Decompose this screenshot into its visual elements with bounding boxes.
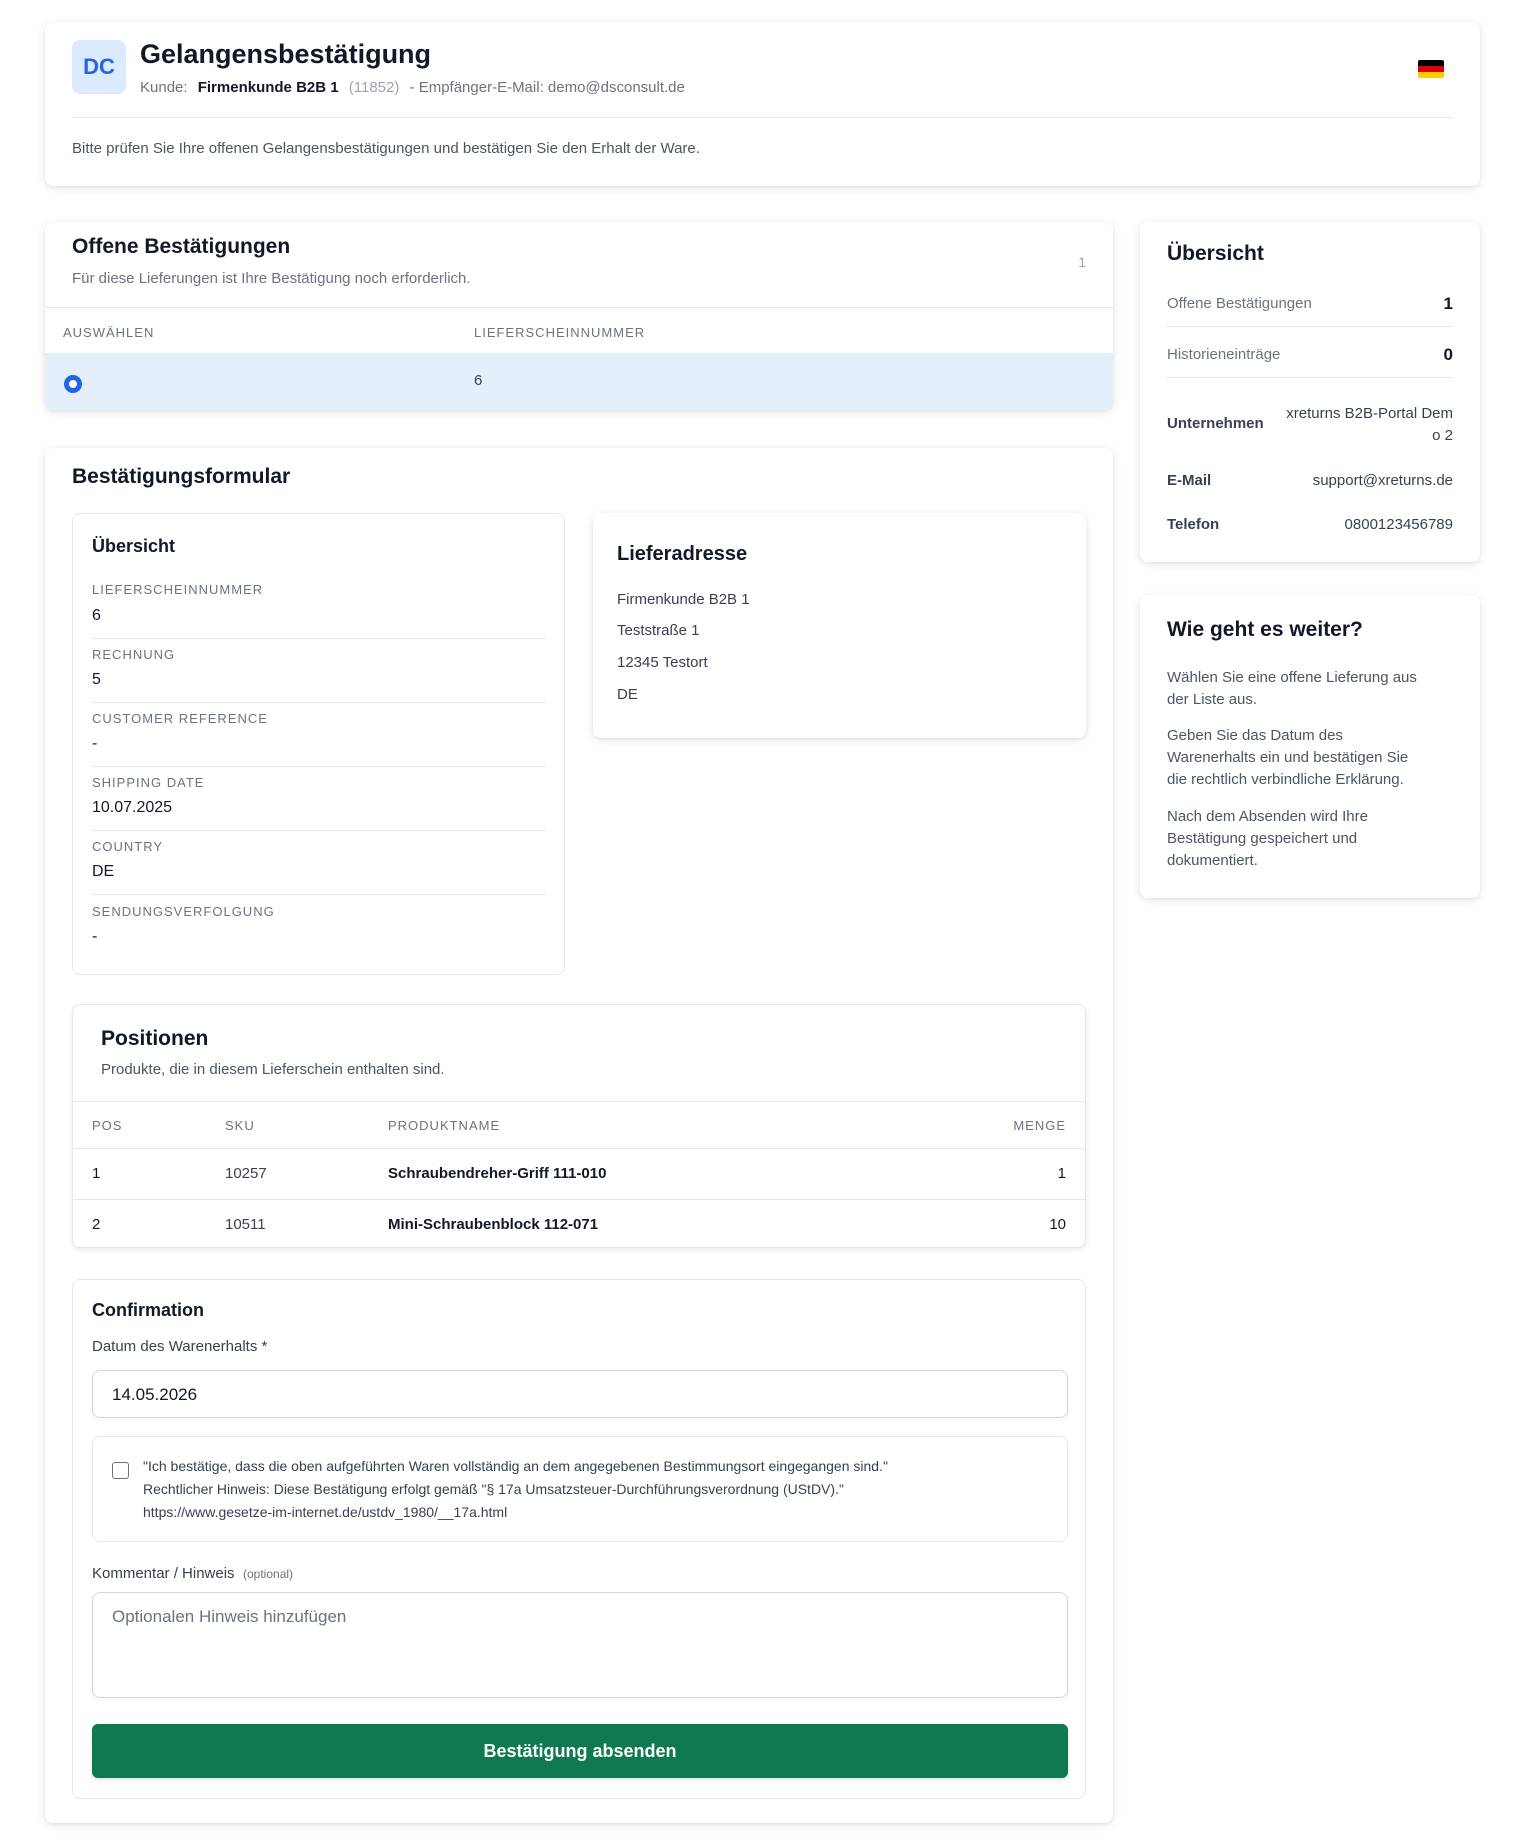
- company-label: Unternehmen: [1167, 415, 1264, 432]
- field-value: DE: [92, 863, 115, 880]
- field-divider: [92, 638, 545, 639]
- next-steps-card: [1140, 595, 1480, 898]
- next-steps-title: Wie geht es weiter?: [1167, 618, 1363, 641]
- next-step-line: der Liste aus.: [1167, 691, 1258, 708]
- header-card: [45, 22, 1480, 186]
- next-step-line: die rechtlich verbindliche Erklärung.: [1167, 771, 1404, 788]
- field-label: CUSTOMER REFERENCE: [92, 711, 268, 726]
- positions-card: [72, 1004, 1086, 1248]
- product-name-cell: Schraubendreher-Griff 111-010: [388, 1165, 607, 1182]
- sidebar-overview-title: Übersicht: [1167, 242, 1264, 265]
- recipient-email: - Empfänger-E-Mail: demo@dsconsult.de: [409, 79, 685, 96]
- column-header-quantity: MENGE: [1013, 1118, 1066, 1133]
- quantity-cell: 1: [1057, 1165, 1066, 1182]
- address-line: Firmenkunde B2B 1: [617, 591, 750, 608]
- email-value[interactable]: support@xreturns.de: [1312, 472, 1453, 489]
- sidebar-overview-card: [1140, 222, 1480, 562]
- legal-link[interactable]: https://www.gesetze-im-internet.de/ustdv_1980/__17a.html: [143, 1504, 508, 1520]
- field-label: SHIPPING DATE: [92, 775, 205, 790]
- summary-card: [72, 513, 565, 975]
- address-line: Teststraße 1: [617, 622, 700, 639]
- open-confirmations-title: Offene Bestätigungen: [72, 235, 291, 258]
- email-label: E-Mail: [1167, 472, 1212, 489]
- column-header-delivery-number: LIEFERSCHEINNUMMER: [474, 325, 646, 340]
- history-label: Historieneinträge: [1167, 346, 1281, 363]
- field-divider: [92, 894, 545, 895]
- comment-label-line: [92, 1565, 293, 1583]
- table-row[interactable]: [45, 353, 1113, 410]
- table-divider: [45, 307, 1113, 308]
- field-divider: [92, 702, 545, 703]
- submit-button[interactable]: Bestätigung absenden: [92, 1724, 1068, 1778]
- phone-label: Telefon: [1167, 516, 1220, 533]
- confirmation-form-card: [45, 448, 1113, 1823]
- delivery-number-cell: 6: [474, 372, 483, 389]
- pos-cell: 2: [92, 1216, 101, 1233]
- field-label: COUNTRY: [92, 839, 164, 854]
- address-line: DE: [617, 686, 638, 703]
- next-step-text: [1167, 667, 1417, 711]
- column-header-sku: SKU: [225, 1118, 255, 1133]
- field-divider: [92, 766, 545, 767]
- field-value: 6: [92, 607, 101, 624]
- confirmation-card: [72, 1279, 1086, 1799]
- comment-label: Kommentar / Hinweis: [92, 1565, 235, 1582]
- next-step-line: Warenerhalts ein und bestätigen Sie: [1167, 749, 1409, 766]
- pos-cell: 1: [92, 1165, 101, 1182]
- legal-confirmation-box: [92, 1436, 1068, 1542]
- positions-subtitle: Produkte, die in diesem Lieferschein enthalten sind.: [101, 1061, 445, 1078]
- address-title: Lieferadresse: [617, 543, 748, 565]
- open-confirmations-card: [45, 222, 1113, 410]
- sku-cell: 10257: [225, 1165, 267, 1182]
- address-card: [593, 513, 1086, 738]
- column-header-pos: POS: [92, 1118, 123, 1133]
- checkbox-text-1: "Ich bestätige, dass die oben aufgeführten Waren vollständig an dem angegebenen Bestimmungsort eingegangen sind.": [143, 1458, 888, 1474]
- next-step-line: Bestätigung gespeichert und: [1167, 830, 1358, 847]
- table-row: [73, 1200, 1085, 1250]
- comment-textarea[interactable]: [92, 1592, 1068, 1698]
- open-confirmations-value: 1: [1443, 294, 1453, 313]
- field-value: 10.07.2025: [92, 799, 173, 816]
- intro-text: Bitte prüfen Sie Ihre offenen Gelangensbestätigungen und bestätigen Sie den Erhalt der Ware.: [72, 140, 700, 157]
- customer-name: Firmenkunde B2B 1: [197, 79, 339, 96]
- checkbox-text-2: Rechtlicher Hinweis: Diese Bestätigung erfolgt gemäß "§ 17a Umsatzsteuer-Durchführungsverordnung (UStDV).": [143, 1481, 844, 1497]
- next-step-text: [1167, 725, 1408, 791]
- overview-divider: [1167, 326, 1453, 327]
- next-step-line: Nach dem Absenden wird Ihre: [1167, 808, 1368, 825]
- company-value-1: xreturns B2B-Portal Dem: [1286, 405, 1453, 422]
- column-header-select: AUSWÄHLEN: [63, 325, 155, 340]
- field-divider: [92, 830, 545, 831]
- open-confirmations-label: Offene Bestätigungen: [1167, 295, 1312, 312]
- next-step-line: Geben Sie das Datum des: [1167, 727, 1343, 744]
- sku-cell: 10511: [225, 1216, 266, 1233]
- history-value: 0: [1443, 345, 1453, 364]
- german-flag-icon[interactable]: [1418, 60, 1444, 78]
- field-label: RECHNUNG: [92, 647, 176, 662]
- field-value: -: [92, 928, 98, 945]
- address-line: 12345 Testort: [617, 654, 708, 671]
- field-value: 5: [92, 671, 101, 688]
- field-label: LIEFERSCHEINNUMMER: [92, 582, 264, 597]
- column-header-product-name: PRODUKTNAME: [388, 1118, 501, 1133]
- form-title: Bestätigungsformular: [72, 465, 291, 488]
- next-step-line: Wählen Sie eine offene Lieferung aus: [1167, 669, 1417, 686]
- quantity-cell: 10: [1049, 1216, 1066, 1233]
- select-radio[interactable]: [64, 375, 82, 393]
- customer-line: [140, 79, 685, 96]
- overview-divider: [1167, 377, 1453, 378]
- table-row: [73, 1149, 1085, 1199]
- comment-placeholder: Optionalen Hinweis hinzufügen: [112, 1607, 347, 1626]
- confirmation-title: Confirmation: [92, 1300, 204, 1320]
- next-step-line: dokumentiert.: [1167, 852, 1258, 869]
- header-divider: [72, 117, 1453, 118]
- next-step-text: [1167, 806, 1368, 872]
- customer-id: (11852): [348, 79, 400, 96]
- date-input[interactable]: [92, 1370, 1068, 1418]
- confirm-checkbox[interactable]: [112, 1462, 129, 1479]
- phone-value[interactable]: 0800123456789: [1344, 516, 1453, 533]
- field-label: SENDUNGSVERFOLGUNG: [92, 904, 275, 919]
- date-label: Datum des Warenerhalts *: [92, 1338, 268, 1355]
- page-title: Gelangensbestätigung: [140, 39, 432, 69]
- field-value: -: [92, 735, 98, 752]
- customer-label: Kunde:: [140, 79, 188, 96]
- summary-title: Übersicht: [92, 536, 176, 556]
- company-value-2: o 2: [1432, 427, 1453, 444]
- open-confirmations-count: 1: [1078, 254, 1086, 270]
- positions-divider: [73, 1101, 1085, 1102]
- positions-title: Positionen: [101, 1027, 209, 1050]
- avatar: DC: [72, 40, 126, 94]
- comment-optional: (optional): [243, 1567, 294, 1581]
- product-name-cell: Mini-Schraubenblock 112-071: [388, 1216, 599, 1233]
- open-confirmations-subtitle: Für diese Lieferungen ist Ihre Bestätigung noch erforderlich.: [72, 270, 471, 287]
- date-value: 14.05.2026: [112, 1385, 198, 1404]
